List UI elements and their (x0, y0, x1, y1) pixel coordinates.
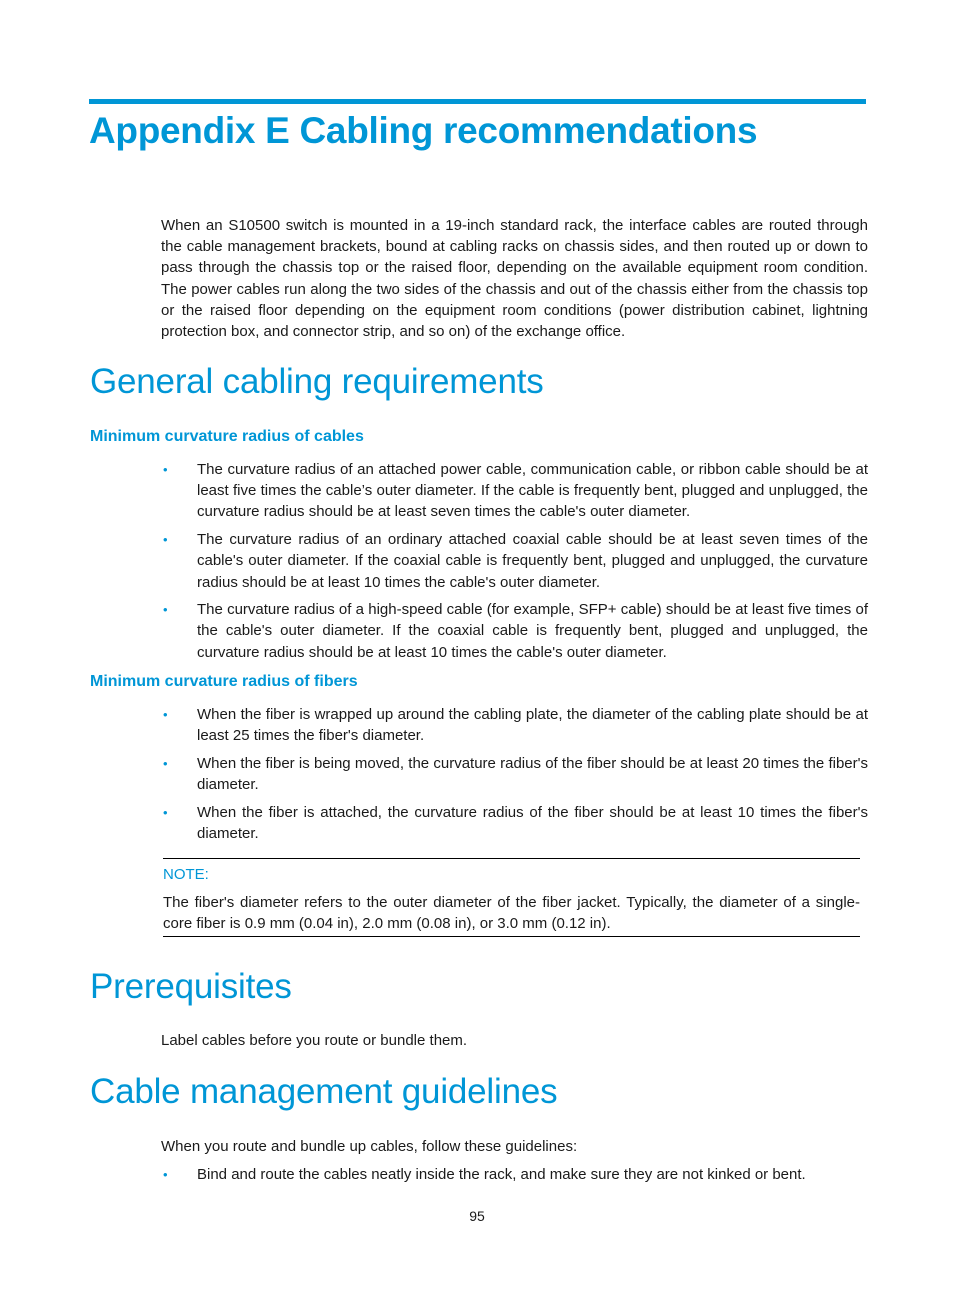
prerequisites-heading: Prerequisites (90, 967, 292, 1006)
fibers-radius-list (161, 704, 868, 851)
guidelines-intro: When you route and bundle up cables, follow these guidelines: (161, 1138, 578, 1155)
bullet-icon: • (163, 804, 168, 820)
note-label: NOTE: (163, 866, 209, 883)
list-item: • The curvature radius of an attached power cable, communication cable, or ribbon cable should be at least five times the cable’s outer diameter. If the cable is frequently bent, plugged and unplugged, the curvature radius should be at least seven times the cable's outer diameter. (163, 461, 868, 521)
guidelines-heading: Cable management guidelines (90, 1072, 558, 1111)
cables-radius-heading: Minimum curvature radius of cables (90, 428, 364, 445)
prerequisites-text: Label cables before you route or bundle them. (161, 1032, 468, 1049)
bullet-icon: • (163, 532, 168, 548)
bullet-icon: • (163, 1167, 168, 1182)
bullet-icon: • (163, 462, 168, 477)
list-item: • The curvature radius of a high-speed cable (for example, SFP+ cable) should be at least five times of the cable's outer diameter. If the coaxial cable is frequently bent, plugged and unplugged, the curvature radius should be at least 10 times the cable's outer diameter. (163, 601, 868, 661)
general-requirements-heading: General cabling requirements (90, 362, 544, 401)
list-item: • Bind and route the cables neatly inside the rack, and make sure they are not kinked or bent. (161, 1164, 868, 1185)
list-item: • When the fiber is attached, the curvature radius of the fiber should be at least 10 times the fiber's diameter. (163, 803, 868, 843)
intro-paragraph: When an S10500 switch is mounted in a 19-inch standard rack, the interface cables are routed through the cable management brackets, bound at cabling racks on chassis sides, and then routed up or down to pass through the chassis top or the raised floor, depending on the available equipment room condition. The power cables run along the two sides of the chassis and out of the chassis either from the chassis top or the raised floor depending on the equipment room conditions (power distribution cabinet, lightning protection box, and connector strip, and so on) of the exchange office. (161, 217, 868, 341)
list-item: • When the fiber is wrapped up around the cabling plate, the diameter of the cabling plate should be at least 25 times the fiber's diameter. (163, 706, 868, 745)
guidelines-list (161, 1164, 868, 1192)
bullet-icon: • (163, 707, 168, 722)
note-text: The fiber's diameter refers to the outer diameter of the fiber jacket. Typically, the diameter of a single-core fiber is 0.9 mm (0.04 in), 2.0 mm (0.08 in), or 3.0 mm (0.12 in). (163, 894, 860, 933)
list-item: • When the fiber is being moved, the curvature radius of the fiber should be at least 20 times the fiber's diameter. (163, 754, 868, 794)
note-box (163, 858, 860, 937)
cables-radius-list (161, 459, 868, 669)
bullet-icon: • (163, 602, 168, 618)
bullet-icon: • (163, 755, 168, 771)
list-item: • The curvature radius of an ordinary attached coaxial cable should be at least seven times of the cable's outer diameter. If the coaxial cable is frequently bent, plugged and unplugged, the curvature radius should be at least 10 times the cable's outer diameter. (163, 531, 868, 591)
title-rule (89, 99, 866, 104)
page-number: 95 (469, 1208, 485, 1224)
appendix-title: Appendix E Cabling recommendations (89, 110, 758, 151)
fibers-radius-heading: Minimum curvature radius of fibers (90, 673, 358, 690)
